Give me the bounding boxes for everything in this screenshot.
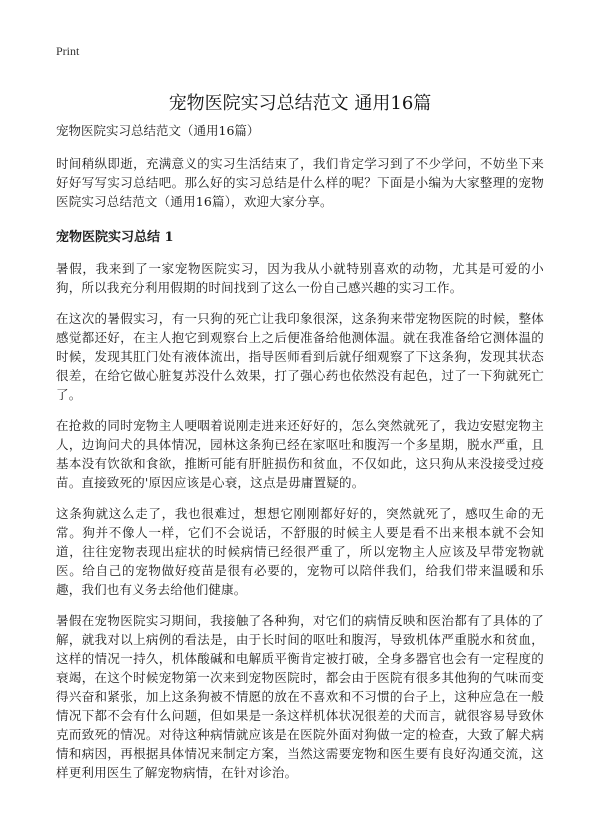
body-paragraph-1: 暑假，我来到了一家宠物医院实习，因为我从小就特别喜欢的动物，尤其是可爱的小狗，所以我充分利用假期的时间找到了这么一份自己感兴趣的实习工作。 [56,261,544,295]
page-title: 宠物医院实习总结范文 通用16篇 [168,93,432,115]
document-subtitle: 宠物医院实习总结范文（通用16篇） [56,123,260,138]
body-paragraph-4: 这条狗就这么走了，我也很难过，想想它刚刚都好好的，突然就死了，感叹生命的无常。狗并不像人一样，它们不会说话，不舒服的时候主人要是看不出来根本就不会知道，往往宠物表现出症状的时候病情已经很严重了，所以宠物主人应该及早带宠物就医。给自己的宠物做好疫苗是很有必要的，宠物可以陪伴我们，给我们带来温暖和乐趣，我们也有义务去给他们健康。 [56,506,544,597]
intro-paragraph: 时间稍纵即逝，充满意义的实习生活结束了，我们肯定学习到了不少学问，不妨坐下来好好写写实习总结吧。那么好的实习总结是什么样的呢？下面是小编为大家整理的宠物医院实习总结范文（通用16篇），欢迎大家分享。 [56,156,544,209]
body-paragraph-3: 在抢救的同时宠物主人哽咽着说刚走进来还好好的，怎么突然就死了，我边安慰宠物主人，边询问犬的具体情况，园林这条狗已经在家呕吐和腹泻一个多星期，脱水严重，且基本没有饮欲和食欲，推断可能有肝脏损伤和贫血，不仅如此，这只狗从来没接受过疫苗。直接致死的'原因应该是心衰，这点是毋庸置疑的。 [56,418,544,490]
section-heading: 宠物医院实习总结 1 [56,230,174,245]
body-paragraph-2: 在这次的暑假实习，有一只狗的死亡让我印象很深，这条狗来带宠物医院的时候，整体感觉都还好，在主人抱它到观察台上之后便准备给他测体温。就在我准备给它测体温的时候，发现其肛门处有液体流出，指导医师看到后就仔细观察了下这条狗，发现其状态很差，在给它做心脏复苏没什么效果，打了强心药也依然没有起色，过了一下狗就死亡了。 [56,311,544,402]
document-body [56,122,544,794]
body-paragraph-5: 暑假在宠物医院实习期间，我接触了各种狗，对它们的病情反映和医治都有了具体的了解，就我对以上病例的看法是，由于长时间的呕吐和腹泻，导致机体严重脱水和贫血，这样的情况一持久，机体酸碱和电解质平衡肯定被打破，全身多器官也会有一定程度的衰竭，在这个时候宠物第一次来到宠物医院时，都会由于医院有很多其他狗的气味而变得兴奋和紧张，加上这条狗被不情愿的放在不喜欢和不习惯的台子上，这种应急在一般情况下都不会有什么问题，但如果是一条这样机体状况很差的犬而言，就很容易导致休克而致死的情况。对待这种病情就应该是在医院外面对狗做一定的检查，大致了解犬病情和病因，再根据具体情况来制定方案，当然这需要宠物和医生要有良好沟通交流，这样更利用医生了解宠物病情，在针对诊治。 [56,613,544,780]
print-link[interactable]: Print [56,44,80,58]
